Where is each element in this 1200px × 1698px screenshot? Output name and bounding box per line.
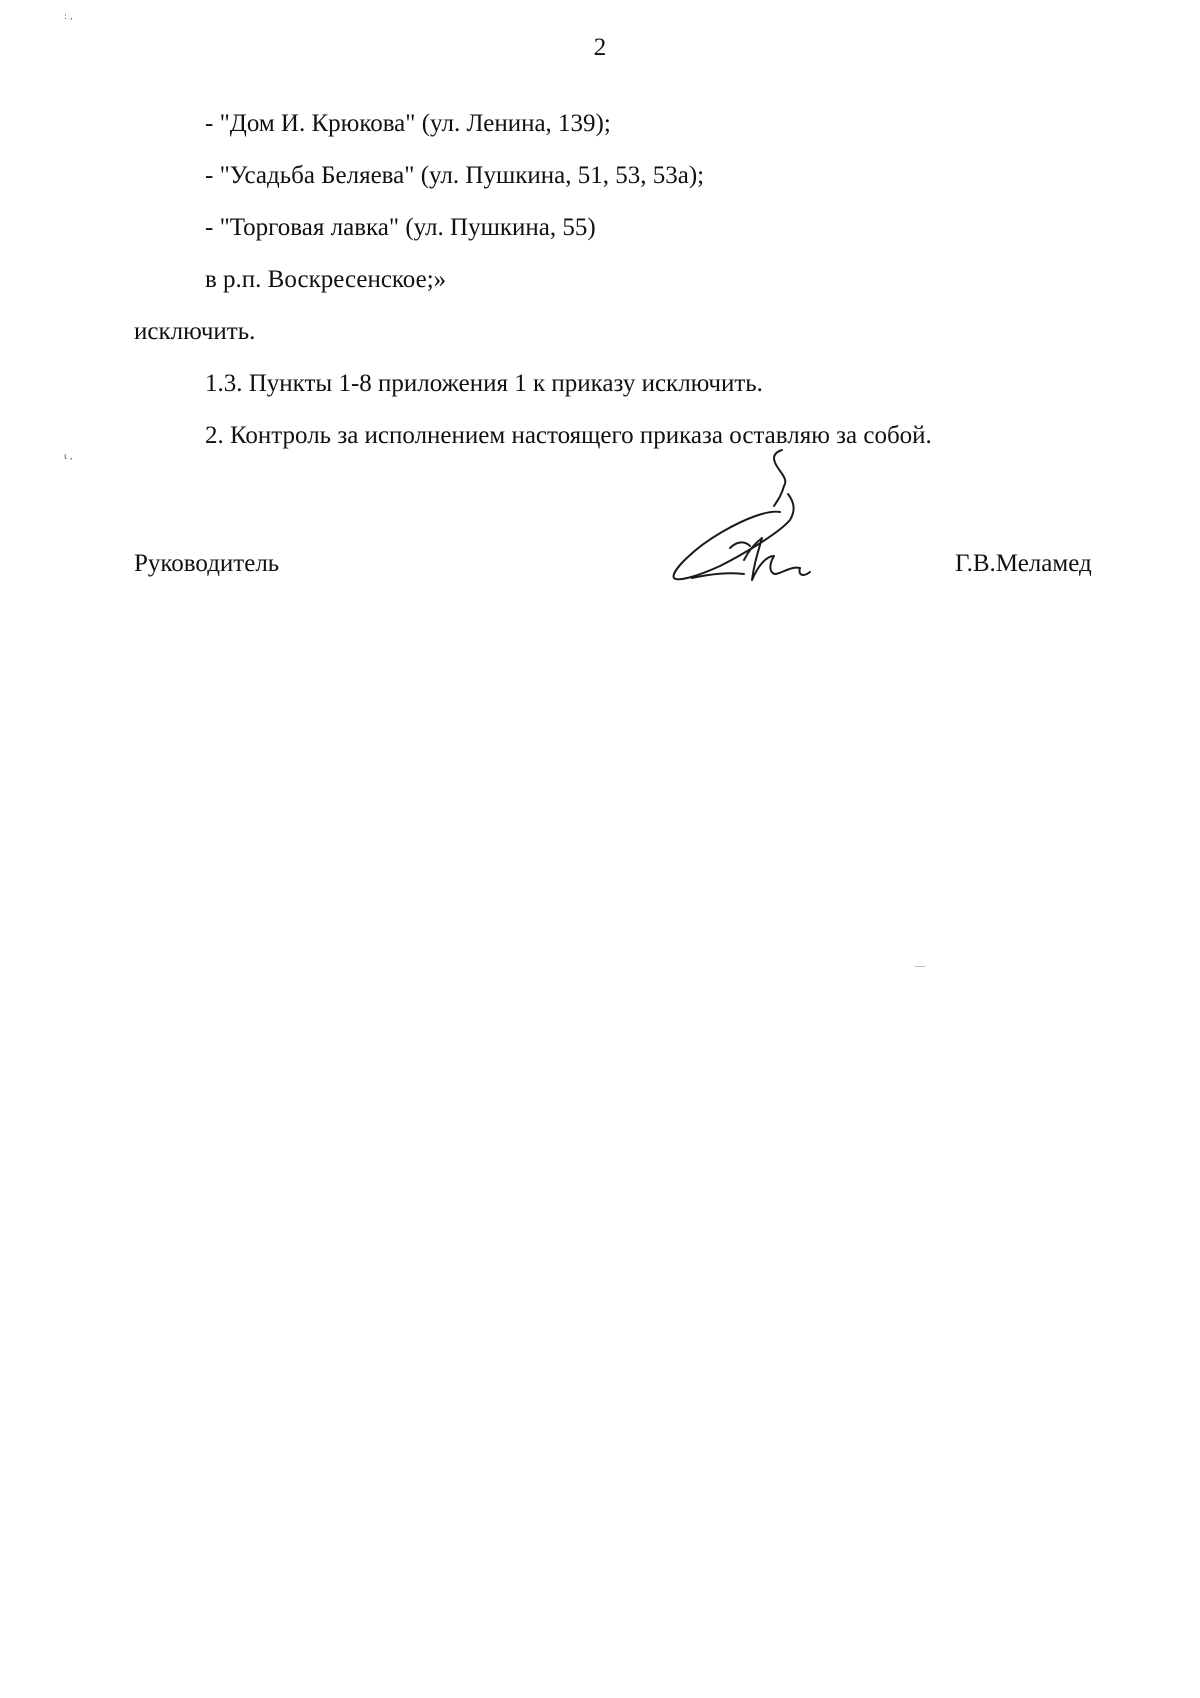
handwritten-signature [670,448,830,590]
clause-2: 2. Контроль за исполнением настоящего приказа оставляю за собой. [205,422,932,449]
list-item-belyaev-estate: - "Усадьба Беляева" (ул. Пушкина, 51, 53, 53а); [205,162,705,189]
clause-1-3: 1.3. Пункты 1-8 приложения 1 к приказу исключить. [205,370,763,397]
page-number: 2 [593,34,607,61]
settlement-line: в р.п. Воскресенское;» [205,266,447,293]
scan-mark-middle: ι , [64,452,73,462]
scan-mark-top: : , [64,12,73,22]
list-item-krukov-house: - "Дом И. Крюкова" (ул. Ленина, 139); [205,110,611,137]
exclude-line: исключить. [134,318,256,345]
scan-artifact-dash [915,966,925,967]
signer-title: Руководитель [134,550,280,577]
list-item-trade-shop: - "Торговая лавка" (ул. Пушкина, 55) [205,214,596,241]
signer-name: Г.В.Меламед [955,550,1092,577]
